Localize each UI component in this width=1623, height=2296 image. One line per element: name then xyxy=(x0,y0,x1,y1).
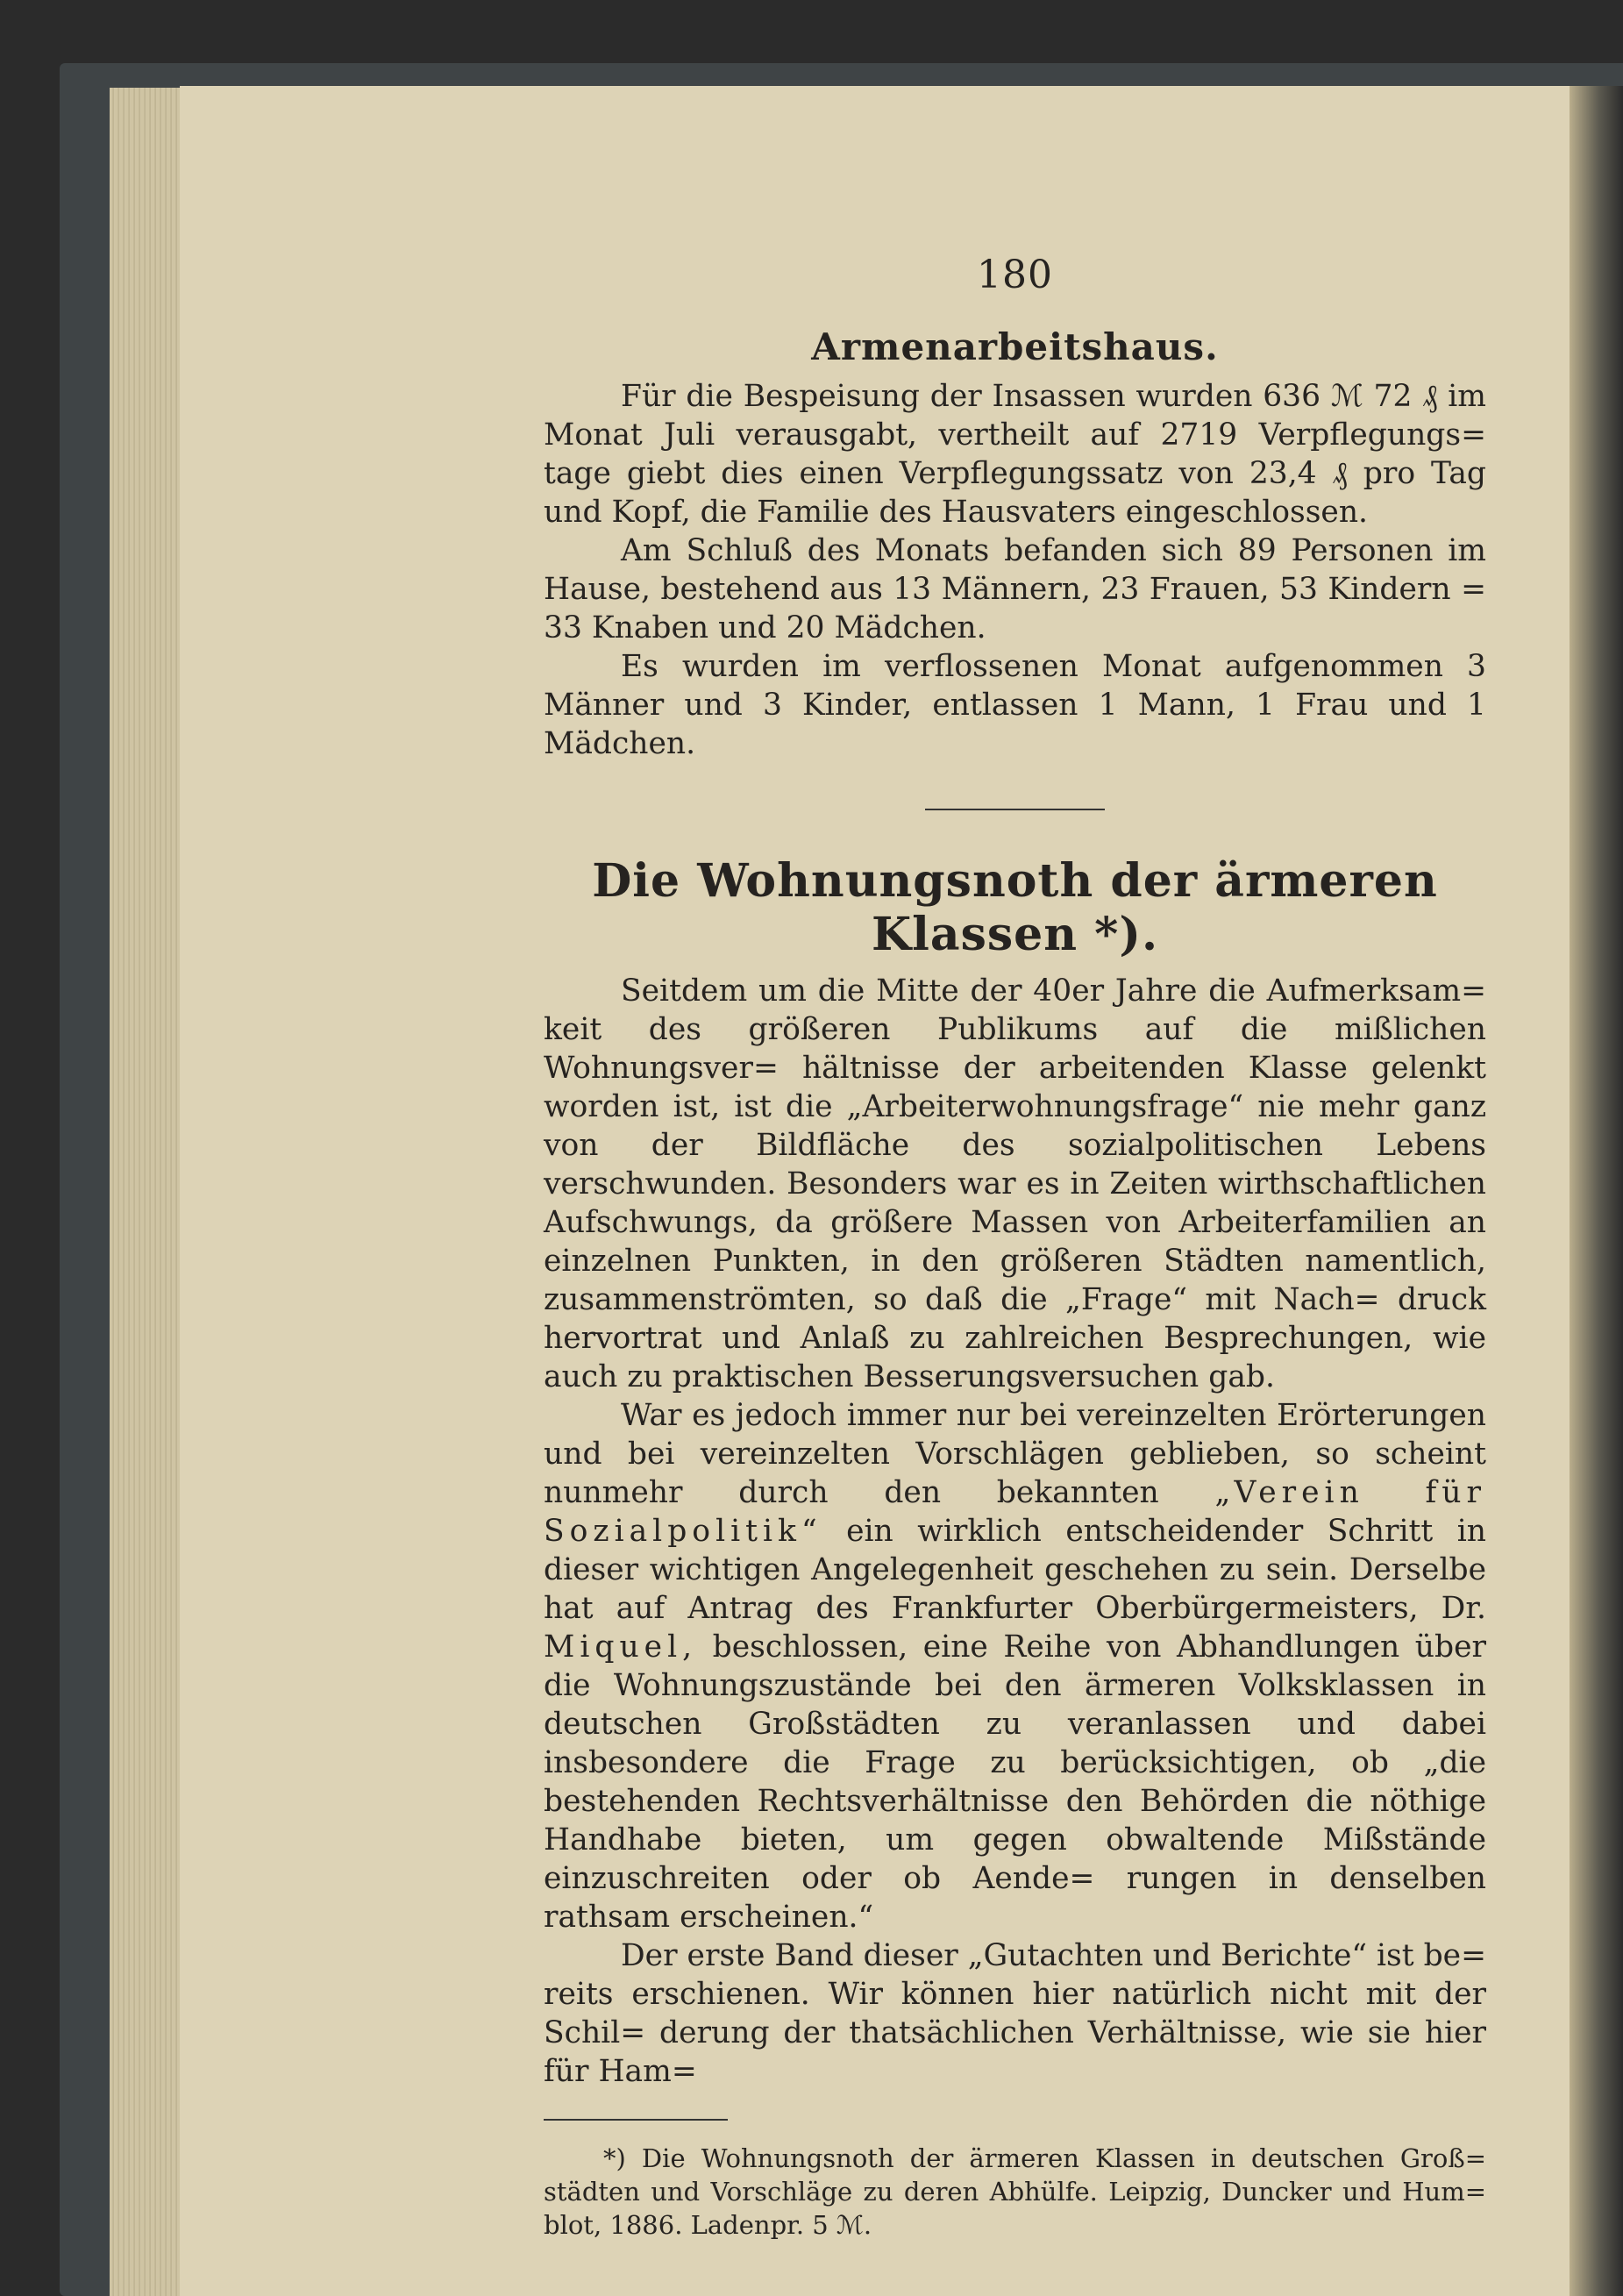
paragraph-text: beschlossen, eine Reihe von Abhandlungen über die Wohnungszustände bei den ärmeren Volksklassen in deutschen Großstädten zu veranlassen und dabei insbesondere die Frage zu berücksichtigen, ob „die bestehenden Rechtsverhältnisse den Behörden die nöthige Handhabe bieten, um gegen obwaltende Mißstände einzuschreiten oder ob Aende= rungen in denselben rathsam erscheinen.“ xyxy=(544,1629,1487,1935)
paragraph-text: ein wirklich entscheidender Schritt in dieser wichtigen Angelegenheit geschehen zu sein. Derselbe hat auf Antrag des Frankfurter Oberbürgermeisters, Dr. xyxy=(544,1514,1486,1626)
paragraph: Für die Bespeisung der Insassen wurden 636 ℳ 72 ₰ im Monat Juli verausgabt, vertheilt auf 2719 Verpflegungs= tage giebt dies einen Verpflegungssatz von 23,4 ₰ pro Tag und Kopf, die Familie des Hausvaters eingeschlossen. xyxy=(544,379,1486,530)
paragraph: Es wurden im verflossenen Monat aufgenommen 3 Männer und 3 Kinder, entlassen 1 Mann, 1 Frau und 1 Mädchen. xyxy=(544,649,1486,761)
paragraph: Der erste Band dieser „Gutachten und Berichte“ ist be= reits erschienen. Wir können hier natürlich nicht mit der Schil= derung der thatsächlichen Verhältnisse, wie sie hier für Ham= xyxy=(544,1938,1486,2089)
person-name: Miquel, xyxy=(544,1629,698,1665)
text-block xyxy=(544,237,1486,2242)
paragraph xyxy=(544,1396,1486,1936)
section-divider xyxy=(925,809,1105,810)
page-number: 180 xyxy=(977,253,1053,297)
paragraph-text: War es jedoch immer nur bei vereinzelten Erörterungen und bei vereinzelten Vorschlägen geblieben, so scheint nunmehr durch den bekannten xyxy=(544,1398,1486,1510)
book-gutter xyxy=(1570,86,1623,2296)
section-title-armenarbeitshaus: Armenarbeitshaus. xyxy=(811,325,1219,368)
footnote: *) Die Wohnungsnoth der ärmeren Klassen in deutschen Groß= städten und Vorschläge zu deren Abhülfe. Leipzig, Duncker und Hum= blot, 1886. Ladenpr. 5 ℳ. xyxy=(544,2143,1486,2240)
section-title-wohnungsnoth: Die Wohnungsnoth der ärmeren Klassen *). xyxy=(592,854,1438,961)
paragraph: Am Schluß des Monats befanden sich 89 Personen im Hause, bestehend aus 13 Männern, 23 Frauen, 53 Kindern = 33 Knaben und 20 Mädchen. xyxy=(544,533,1486,645)
verein-name: „Verein für Sozialpolitik“ xyxy=(544,1475,1487,1549)
paragraph: Seitdem um die Mitte der 40er Jahre die Aufmerksam= keit des größeren Publikums auf die mißlichen Wohnungsver= hältnisse der arbeitenden Klasse gelenkt worden ist, ist die „Arbeiterwohnungsfrage“ nie mehr ganz von der Bildfläche des sozialpolitischen Lebens verschwunden. Besonders war es in Zeiten wirthschaftlichen Aufschwungs, da größere Massen von Arbeiterfamilien an einzelnen Punkten, in den größeren Städten namentlich, zusammenströmten, so daß die „Frage“ mit Nach= druck hervortrat und Anlaß zu zahlreichen Besprechungen, wie auch zu praktischen Besserungsversuchen gab. xyxy=(544,973,1486,1394)
footnote-rule xyxy=(544,2119,728,2121)
